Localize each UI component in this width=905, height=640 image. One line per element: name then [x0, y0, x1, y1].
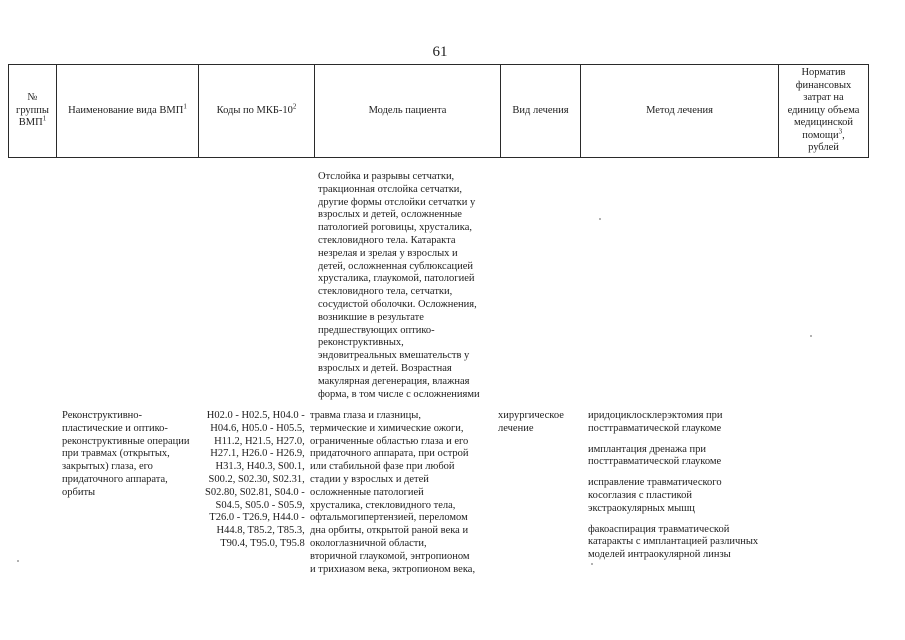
- treatment-method-item: имплантация дренажа при посттравматической глаукоме: [588, 443, 722, 468]
- treatment-type-text: хирургическое лечение: [498, 410, 564, 434]
- page-number: 61: [432, 44, 448, 60]
- header-icd-codes: Коды по МКБ-$10^2$: [199, 65, 315, 158]
- icd-codes-list: H02.0 - H02.5, H04.0 - H04.6, H05.0 - H05.5, H11.2, H21.5, H27.0, H27.1, H26.0 - H26.9, H31.3, H40.3, S00.1, S00.2, S02.30, S02.31, S02.80, S02.81, S04.0 - S04.5, S05.0 - S05.9, T26.0 - T26.9, H44.0 - H44.8, T85.2, T85.3, T90.4, T95.0, T95.8: [205, 410, 305, 549]
- treatment-method-item: иридоциклосклерэктомия при посттравматической глаукоме: [588, 410, 723, 434]
- scan-speck: [599, 218, 601, 220]
- patient-model-continuation: Отслойка и разрывы сетчатки, тракционная отслойка сетчатки, другие формы отслойки сетчатки у взрослых и детей, осложненные патологией роговицы, хрусталика, стекловидного тела. Катаракта незрелая и зрелая у взрослых и детей, осложненная сублюксацией хрусталика, глаукомой, патологией стекловидного тела, сетчатки, сосудистой оболочки. Осложнения, возникшие в результате предшествующих оптико- реконструктивных, эндовитреальных вмешательств у взрослых и детей. Возрастная макулярная дегенерация, влажная форма, в том числе с осложнениями: [318, 171, 480, 400]
- header-vmp-name: Наименование вида ВМП$^1$: [57, 65, 199, 158]
- scan-speck: [17, 560, 19, 562]
- header-group-number: № группы ВМП$^1$: [9, 65, 57, 158]
- header-financing-norm: Норматив финансовых затрат на единицу объема медицинской помощи$^3$, рублей: [779, 65, 869, 158]
- treatment-methods-list: [588, 410, 758, 570]
- table-header: [8, 64, 869, 158]
- scan-speck: [591, 563, 593, 565]
- treatment-method-item: факоаспирация травматической катаракты с имплантацией различных моделей интраокулярной линзы: [588, 523, 759, 561]
- treatment-method-item: исправление травматического косоглазия с пластикой экстраокулярных мышц: [588, 477, 722, 514]
- vmp-group-name: Реконструктивно- пластические и оптико- реконструктивные операции при травмах (открытых, закрытых) глаза, его придаточного аппарата, орбиты: [62, 410, 190, 498]
- header-treatment-method: Метод лечения: [581, 65, 779, 158]
- patient-model-text: травма глаза и глазницы, термические и химические ожоги, ограниченные областью глаза и его придаточного аппарата, при острой или стабильной фазе при любой стадии у взрослых и детей осложненные патологией хрусталика, стекловидного тела, офтальмогипертензией, переломом дна орбиты, открытой раной века и окологлазничной области, вторичной глаукомой, энтропионом и трихиазом века, эктропионом века,: [310, 410, 476, 575]
- scan-speck: [810, 335, 812, 337]
- header-treatment-type: Вид лечения: [501, 65, 581, 158]
- header-patient-model: Модель пациента: [315, 65, 501, 158]
